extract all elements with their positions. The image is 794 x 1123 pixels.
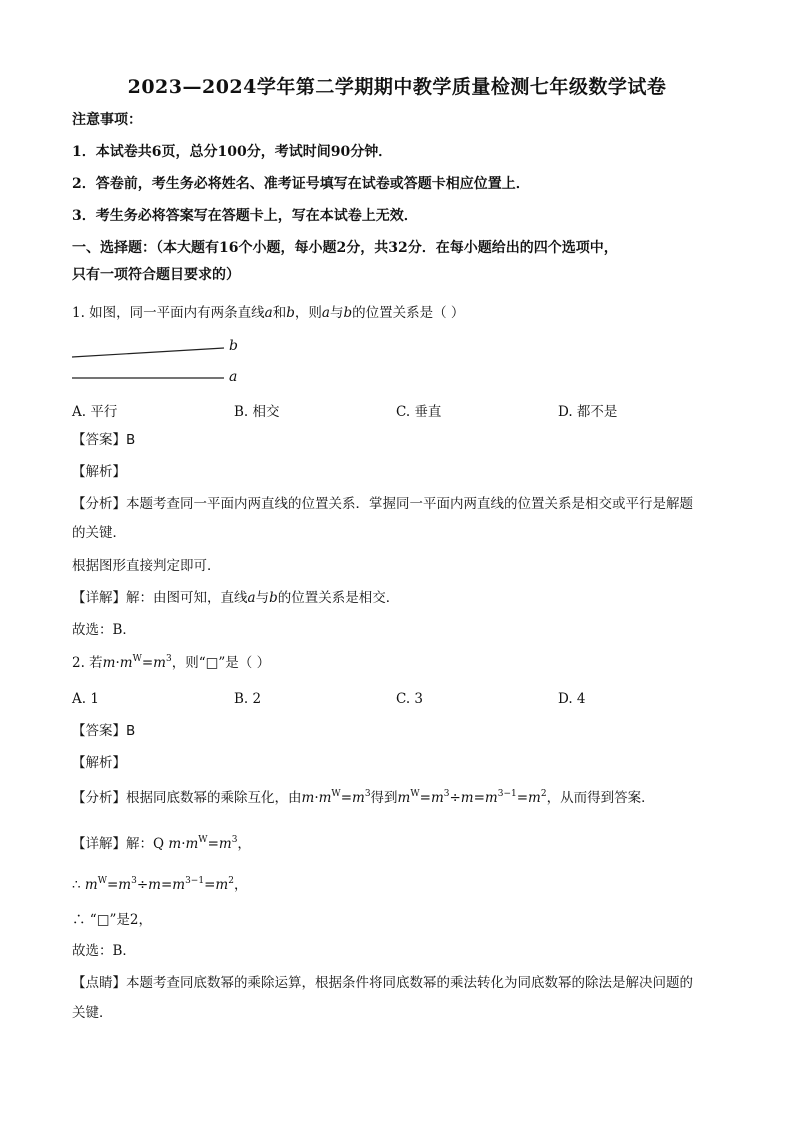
q2-analysis-tag: 【解析】 [72, 755, 126, 771]
label-a: a [229, 369, 238, 385]
q2-option-c: C. 3 [396, 691, 424, 707]
q1-analysis-line1: 【分析】本题考查同一平面内两直线的位置关系．掌握同一平面内两直线的位置关系是相交或平行是解题 [72, 496, 693, 512]
note-item-3: 3．考生务必将答案写在答题卡上，写在本试卷上无效． [72, 208, 418, 224]
q2-option-a: A. 1 [72, 691, 99, 707]
q2-answer: 【答案】B [72, 723, 136, 739]
q2-comment-line2: 关键． [72, 1005, 113, 1021]
q2-detail-3: ∴ “□”是2， [72, 912, 152, 928]
label-b: b [229, 338, 238, 354]
notes-header: 注意事项： [72, 112, 142, 128]
q1-option-a: A. 平行 [72, 404, 118, 420]
q2-detail-2: ∴ $m^W=m^3\div m=m^{3-1}=m^2$， [72, 876, 248, 893]
q2-analysis: 【分析】根据同底数幂的乘除互化，由$m\cdot m^W=m^3$得到$m^W=m^3\div m=m^{3-1}=m^2$，从而得到答案． [72, 789, 655, 806]
q2-option-b: B. 2 [234, 691, 262, 707]
section-heading-line1: 一、选择题：（本大题有16个小题，每小题2分，共32分．在每小题给出的四个选项中， [72, 240, 618, 256]
q1-choose: 故选：B． [72, 622, 136, 638]
q2-choose: 故选：B． [72, 943, 136, 959]
line-b [72, 348, 224, 357]
q2-detail-1: 【详解】解：Q $m\cdot m^W=m^3$， [72, 835, 251, 852]
q1-analysis-tag: 【解析】 [72, 464, 126, 480]
q1-detail: 【详解】解：由图可知，直线a与b的位置关系是相交． [72, 590, 400, 606]
q1-option-d: D. 都不是 [558, 404, 618, 420]
q1-method: 根据图形直接判定即可． [72, 558, 221, 574]
q1-stem: 1. 如图，同一平面内有两条直线a和b，则a与b的位置关系是（ ） [72, 305, 465, 321]
q2-option-d: D. 4 [558, 691, 586, 707]
note-item-1: 1．本试卷共6页，总分100分，考试时间90分钟． [72, 144, 393, 160]
q1-analysis-line2: 的关键． [72, 525, 126, 541]
section-heading-line2: 只有一项符合题目要求的） [72, 267, 240, 283]
q1-option-c: C. 垂直 [396, 404, 442, 420]
page-title: 2023—2024学年第二学期期中教学质量检测七年级数学试卷 [127, 76, 667, 98]
note-item-2: 2．答卷前，考生务必将姓名、准考证号填写在试卷或答题卡相应位置上． [72, 176, 530, 192]
q1-answer: 【答案】B [72, 432, 136, 448]
q1-option-b: B. 相交 [234, 404, 280, 420]
q2-stem: 2. 若$m\cdot m^W=m^3$，则“□”是（ ） [72, 654, 271, 671]
q2-comment-line1: 【点睛】本题考查同底数幂的乘除运算，根据条件将同底数幂的乘法转化为同底数幂的除法是解决问题的 [72, 975, 693, 991]
